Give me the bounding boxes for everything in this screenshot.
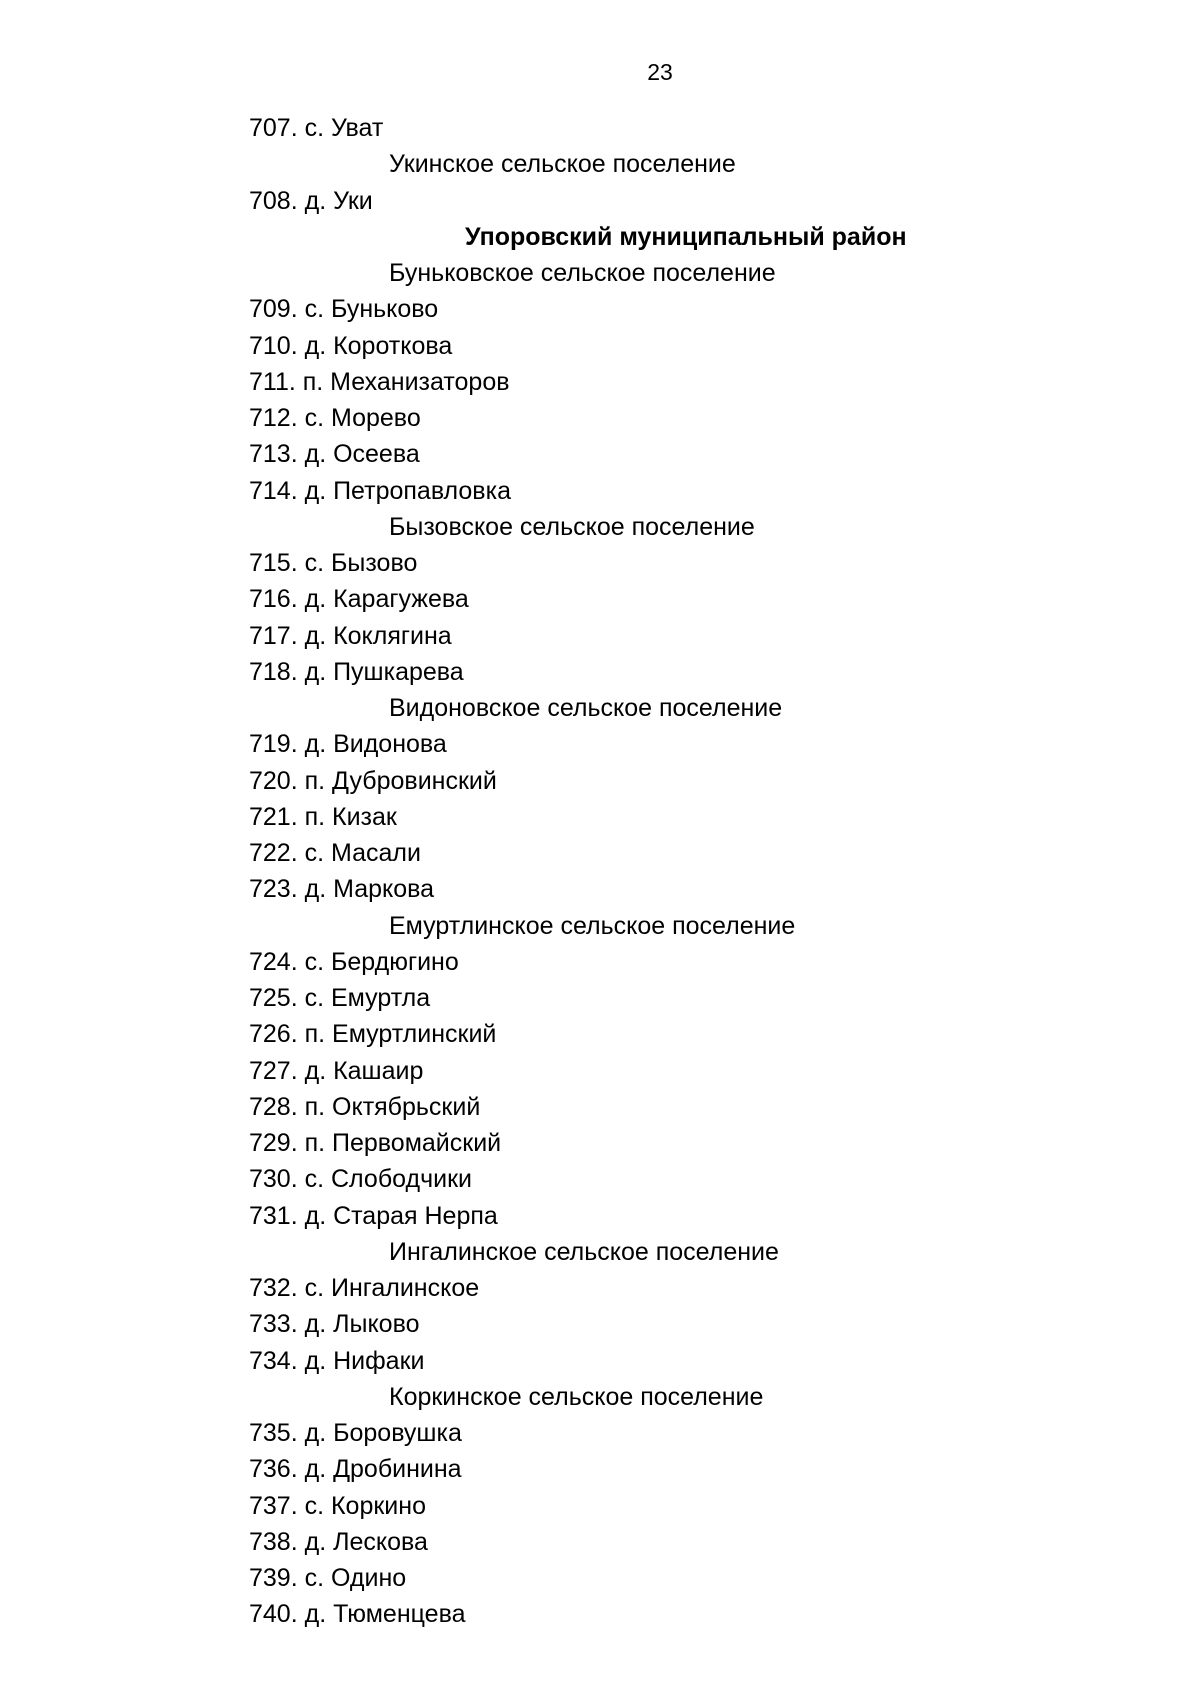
locality-entry: 721. п. Кизак — [249, 802, 397, 831]
locality-entry: 717. д. Коклягина — [249, 621, 452, 650]
locality-entry: 715. с. Бызово — [249, 549, 418, 577]
locality-entry: 732. с. Ингалинское — [249, 1274, 480, 1302]
locality-entry: 712. с. Морево — [249, 404, 421, 432]
locality-entry: 711. п. Механизаторов — [249, 367, 510, 396]
locality-entry: 727. д. Кашаир — [249, 1056, 424, 1085]
locality-entry: 737. с. Коркино — [249, 1491, 426, 1520]
settlement-heading: Бызовское сельское поселение — [389, 512, 755, 541]
settlement-heading: Емуртлинское сельское поселение — [389, 911, 796, 940]
locality-entry: 726. п. Емуртлинский — [249, 1020, 497, 1049]
settlement-heading: Ингалинское сельское поселение — [389, 1237, 779, 1266]
locality-entry: 729. п. Первомайский — [249, 1129, 502, 1157]
locality-entry: 736. д. Дробинина — [249, 1455, 462, 1484]
locality-entry: 733. д. Лыково — [249, 1310, 420, 1339]
locality-entry: 707. с. Уват — [249, 114, 384, 142]
locality-entry: 713. д. Осеева — [249, 440, 420, 469]
settlement-list — [0, 110, 1200, 1633]
locality-entry: 728. п. Октябрьский — [249, 1092, 481, 1121]
page-number: 23 — [647, 59, 673, 85]
locality-entry: 730. с. Слободчики — [249, 1165, 472, 1194]
locality-entry: 708. д. Уки — [249, 186, 373, 215]
locality-entry: 718. д. Пушкарева — [249, 657, 464, 686]
locality-entry: 719. д. Видонова — [249, 730, 447, 759]
settlement-heading: Укинское сельское поселение — [389, 150, 736, 179]
locality-entry: 724. с. Бердюгино — [249, 947, 459, 976]
locality-entry: 740. д. Тюменцева — [249, 1600, 466, 1629]
settlement-heading: Коркинское сельское поселение — [389, 1382, 764, 1411]
settlement-heading: Буньковское сельское поселение — [389, 259, 776, 287]
locality-entry: 725. с. Емуртла — [249, 984, 431, 1012]
locality-entry: 714. д. Петропавловка — [249, 476, 511, 505]
locality-entry: 734. д. Нифаки — [249, 1346, 425, 1375]
locality-entry: 731. д. Старая Нерпа — [249, 1201, 498, 1230]
locality-entry: 720. п. Дубровинский — [249, 766, 497, 795]
locality-entry: 709. с. Буньково — [249, 295, 439, 324]
locality-entry: 723. д. Маркова — [249, 875, 435, 904]
locality-entry: 739. с. Одино — [249, 1564, 407, 1592]
locality-entry: 722. с. Масали — [249, 839, 421, 867]
locality-entry: 710. д. Короткова — [249, 331, 453, 360]
district-heading: Упоровский муниципальный район — [465, 222, 907, 251]
locality-entry: 738. д. Лескова — [249, 1527, 428, 1556]
locality-entry: 716. д. Карагужева — [249, 585, 469, 614]
settlement-heading: Видоновское сельское поселение — [389, 694, 783, 722]
locality-entry: 735. д. Боровушка — [249, 1419, 462, 1447]
